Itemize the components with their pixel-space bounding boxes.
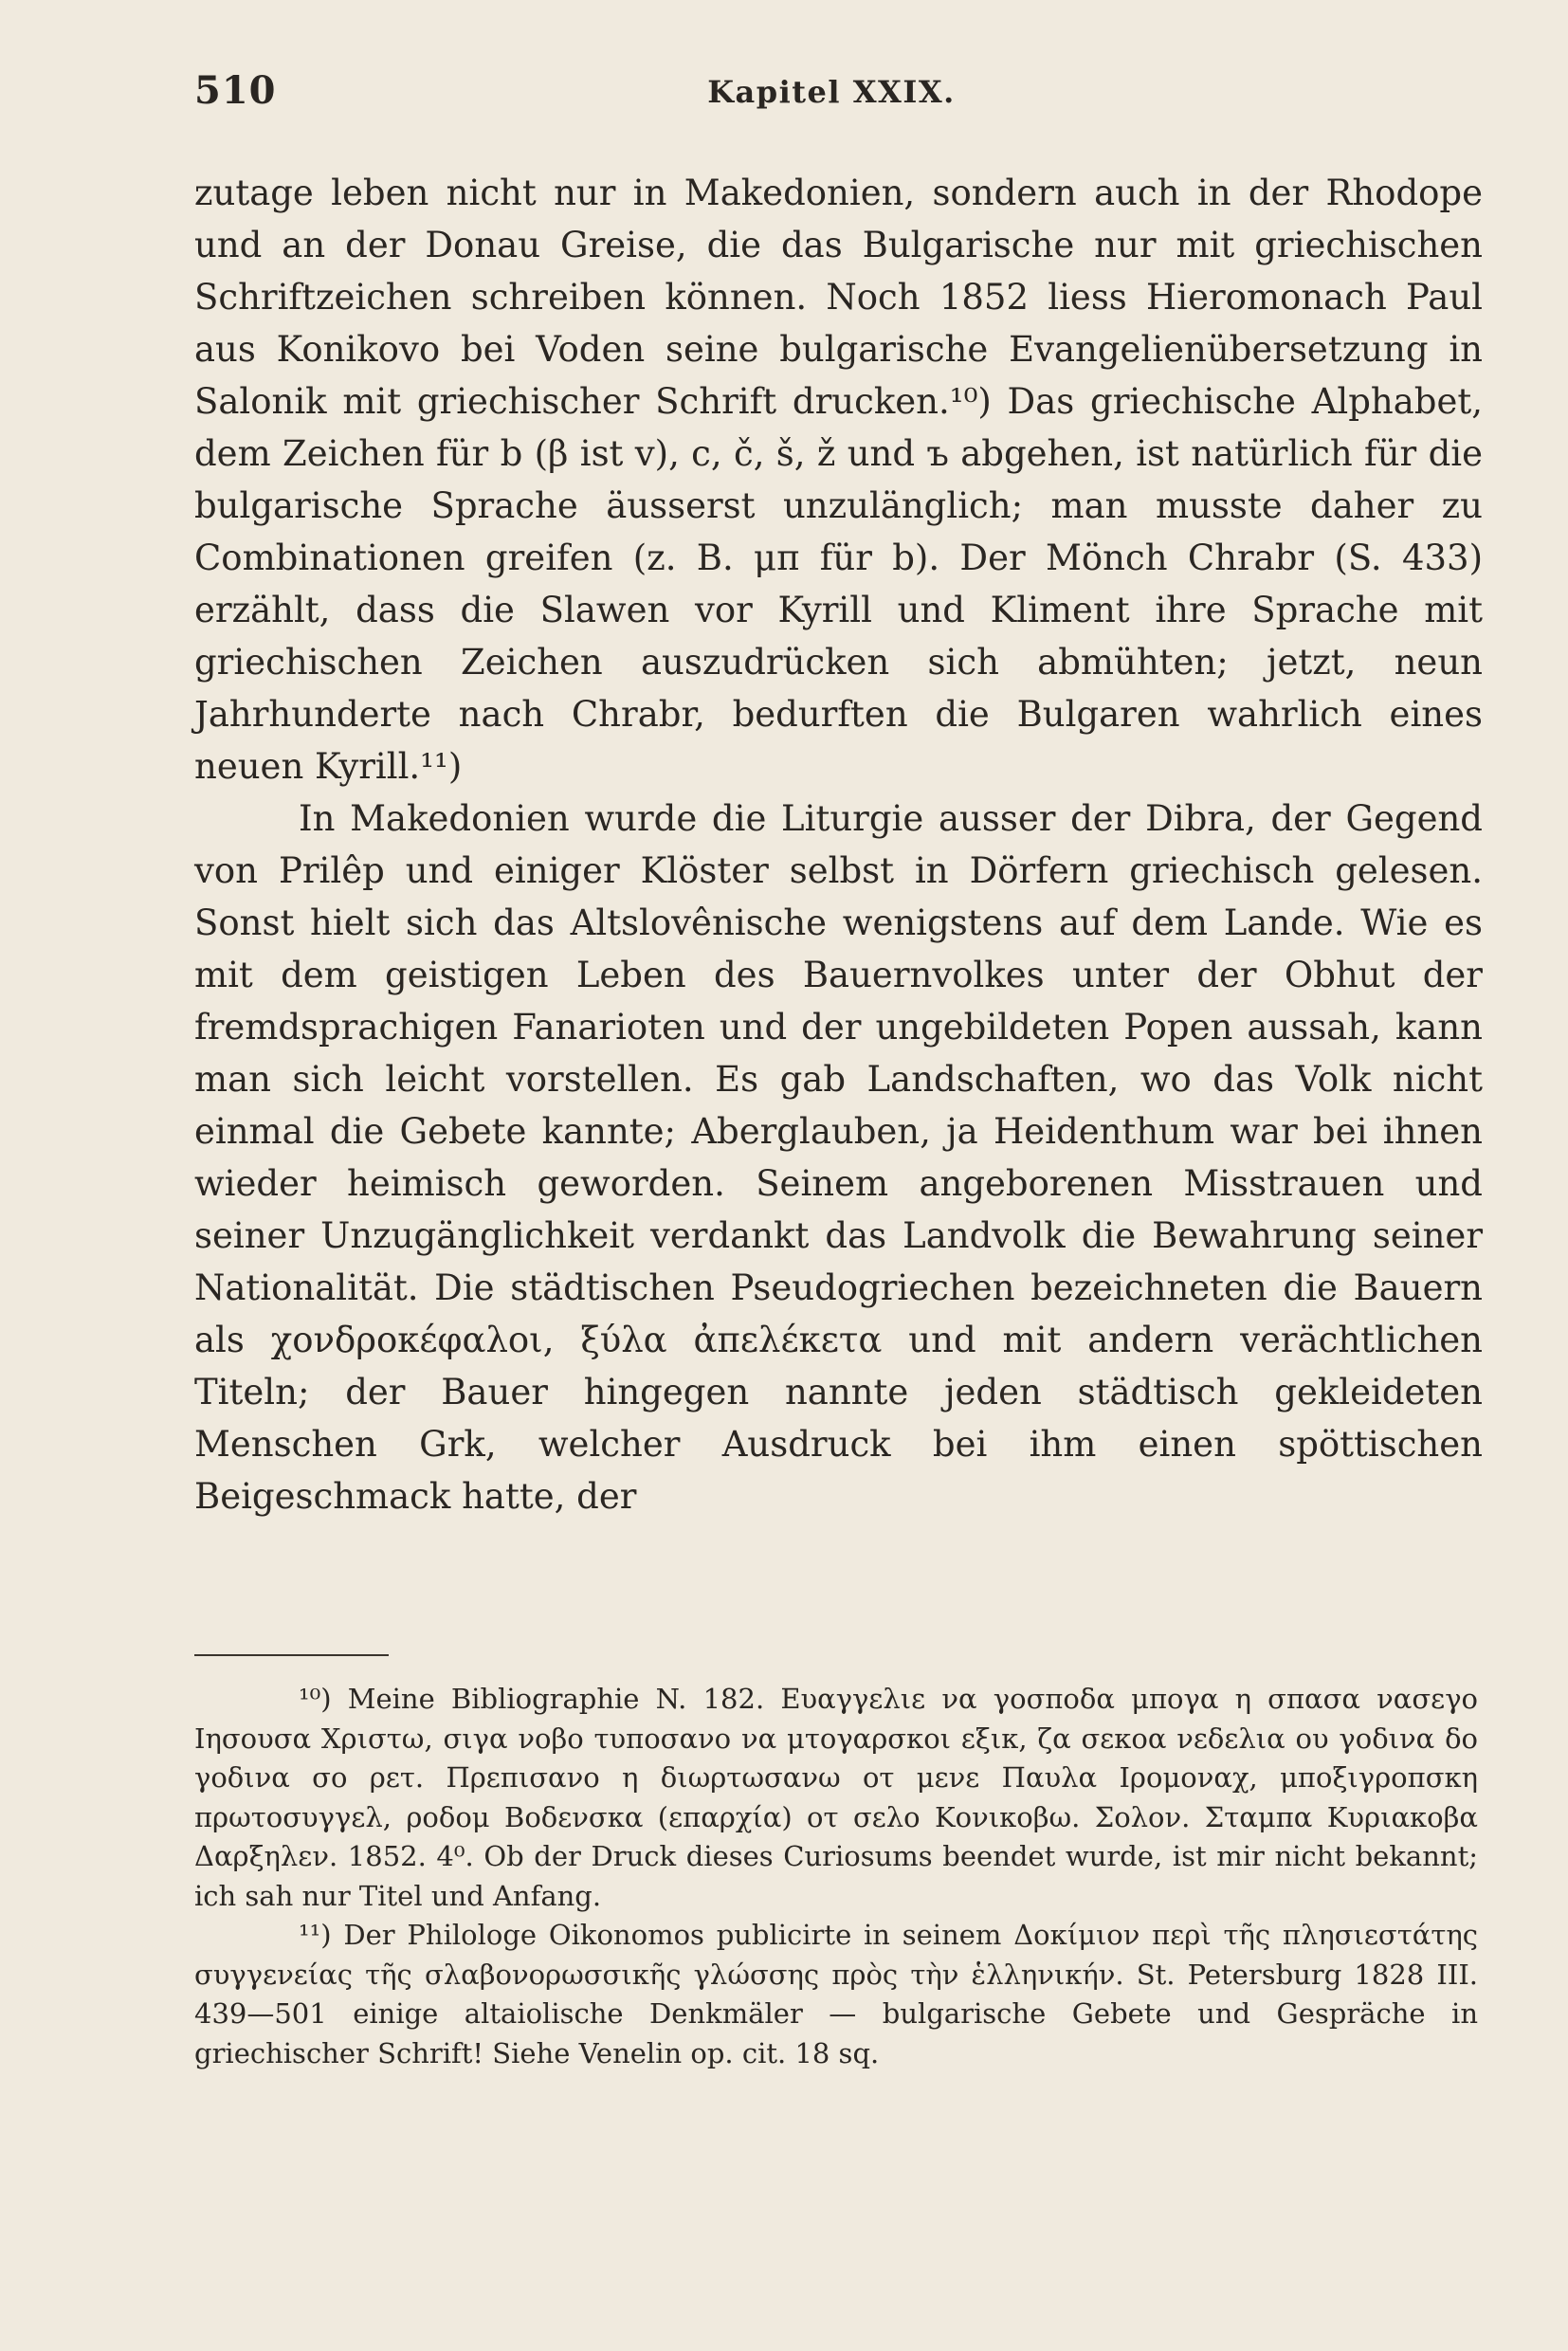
footnote-10: ¹⁰) Meine Bibliographie N. 182. Ευαγγελιε να γοσποδα μπογα η σπασα νασεγο Ιησουσα Χριστω, σιγα νοβο τυποσανο να μτογαρσκοι εξικ, ζα σεκοα νεδελια ου γοδινα δο γοδινα σο ρετ. Πρεπισανο η διωρτωσανω οτ μενε Παυλα Ιρομοναχ, μποξιγροπσκη πρωτοσυγγελ, ροδομ Βοδενσκα (επαρχία) οτ σελο Κονικοβω. Σολον. Σταμπα Κυριακοβα Δαρξηλεν. 1852. 4⁰. Ob der Druck dieses Curiosums beendet wurde, ist mir nicht bekannt; ich sah nur Titel und Anfang. — [194, 1683, 1478, 1912]
main-text — [194, 167, 1483, 1522]
running-head: Kapitel XXIX. — [707, 74, 956, 110]
body-paragraph: In Makedonien wurde die Liturgie ausser der Dibra, der Gegend von Prilêp und einiger Klöster selbst in Dörfern griechisch gelesen. Sonst hielt sich das Altslovênische wenigstens auf dem Lande. Wie es mit dem geistigen Leben des Bauernvolkes unter der Obhut der fremdsprachigen Fanarioten und der ungebildeten Popen aussah, kann man sich leicht vorstellen. Es gab Landschaften, wo das Volk nicht einmal die Gebete kannte; Aberglauben, ja Heidenthum war bei ihnen wieder heimisch geworden. Seinem angeborenen Misstrauen und seiner Unzugänglichkeit verdankt das Landvolk die Bewahrung seiner Nationalität. Die städtischen Pseudogriechen bezeichneten die Bauern als χονδροκέφαλοι, ξύλα ἀπελέκετα und mit andern verächtlichen Titeln; der Bauer hingegen nannte jeden städtisch gekleideten Menschen Grk, welcher Ausdruck bei ihm einen spöttischen Beigeschmack hatte, der — [194, 798, 1483, 1517]
page-header — [194, 68, 1468, 125]
page-number: 510 — [194, 68, 277, 113]
footnote-separator — [194, 1654, 389, 1656]
footnotes — [194, 1680, 1478, 2073]
footnote-11: ¹¹) Der Philologe Oikonomos publicirte in seinem Δοκίμιον περὶ τῆς πλησιεστάτης συγγενείας τῆς σλαβονορωσσικῆς γλώσσης πρὸς τὴν ἑλληνικήν. St. Petersburg 1828 III. 439—501 einige altaiolische Denkmäler — bulgarische Gebete und Gespräche in griechischer Schrift! Siehe Venelin op. cit. 18 sq. — [194, 1919, 1478, 2069]
body-paragraph: zutage leben nicht nur in Makedonien, sondern auch in der Rhodope und an der Donau Greise, die das Bulgarische nur mit griechischen Schriftzeichen schreiben können. Noch 1852 liess Hieromonach Paul aus Konikovo bei Voden seine bulgarische Evangelienübersetzung in Salonik mit griechischer Schrift drucken.¹⁰) Das griechische Alphabet, dem Zeichen für b (β ist v), c, č, š, ž und ъ abgehen, ist natürlich für die bulgarische Sprache äusserst unzulänglich; man musste daher zu Combinationen greifen (z. B. μπ für b). Der Mönch Chrabr (S. 433) erzählt, dass die Slawen vor Kyrill und Kliment ihre Sprache mit griechischen Zeichen auszudrücken sich abmühten; jetzt, neun Jahrhunderte nach Chrabr, bedurften die Bulgaren wahrlich eines neuen Kyrill.¹¹) — [194, 173, 1483, 787]
